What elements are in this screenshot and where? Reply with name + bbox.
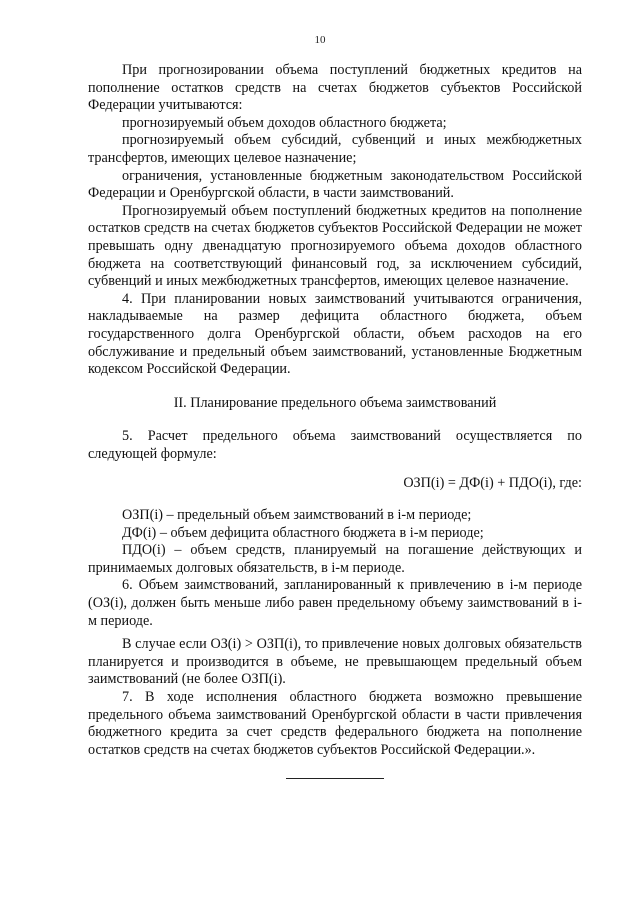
definition-df: ДФ(i) – объем дефицита областного бюджета в i-м периоде; (122, 524, 484, 541)
paragraph-forecast-limit: Прогнозируемый объем поступлений бюджетных кредитов на пополнение остатков средств на счетах бюджетов субъектов Российской Федерации не может превышать одну двенадцатую прогнозируемого объема доходов областного бюджета на соответствующий финансовый год, за исключением субсидий, субвенций и иных межбюджетных трансфертов, имеющих целевое назначение. (88, 202, 582, 290)
document-body (88, 62, 582, 759)
paragraph-forecast-subsidies: прогнозируемый объем субсидий, субвенций и иных межбюджетных трансфертов, имеющих целевое назначение; (88, 132, 582, 166)
page-number: 10 (314, 34, 326, 46)
paragraph-restrictions: ограничения, установленные бюджетным законодательством Российской Федерации и Оренбургской области, в части заимствований. (88, 167, 582, 202)
definition-ozp: ОЗП(i) – предельный объем заимствований в i-м периоде; (122, 507, 472, 524)
end-divider-line (286, 778, 384, 779)
paragraph-forecast-intro: При прогнозировании объема поступлений бюджетных кредитов на пополнение остатков средств на счетах бюджетов субъектов Российской Федерации учитываются: (88, 62, 582, 114)
paragraph-condition: В случае если ОЗ(i) > ОЗП(i), то привлечение новых долговых обязательств планируется и производится в объеме, не превышающем предельный объем заимствований (не более ОЗП(i). (88, 636, 582, 688)
paragraph-item-7: 7. В ходе исполнения областного бюджета возможно превышение предельного объема заимствований Оренбургской области в части привлечения бюджетного кредита за счет средств федерального бюджета на пополнение остатков средств на счетах бюджетов субъектов Российской Федерации.». (88, 689, 582, 758)
paragraph-item-5: 5. Расчет предельного объема заимствований осуществляется по следующей формуле: (88, 428, 582, 462)
section-heading: II. Планирование предельного объема заимствований (173, 394, 497, 411)
definition-pdo: ПДО(i) – объем средств, планируемый на погашение действующих и принимаемых долговых обязательств, в i-м периоде. (88, 542, 582, 576)
formula: ОЗП(i) = ДФ(i) + ПДО(i), где: (403, 475, 582, 492)
paragraph-item-6: 6. Объем заимствований, запланированный к привлечению в i-м периоде (ОЗ(i), должен быть меньше либо равен предельному объему заимствований в i-м периоде. (88, 577, 582, 629)
paragraph-item-4: 4. При планировании новых заимствований учитываются ограничения, накладываемые на размер дефицита областного бюджета, объем государственного долга Оренбургской области, объем расходов на его обслуживание и предельный объем заимствований, установленные Бюджетным кодексом Российской Федерации. (88, 290, 582, 378)
paragraph-forecast-income: прогнозируемый объем доходов областного бюджета; (122, 114, 447, 131)
